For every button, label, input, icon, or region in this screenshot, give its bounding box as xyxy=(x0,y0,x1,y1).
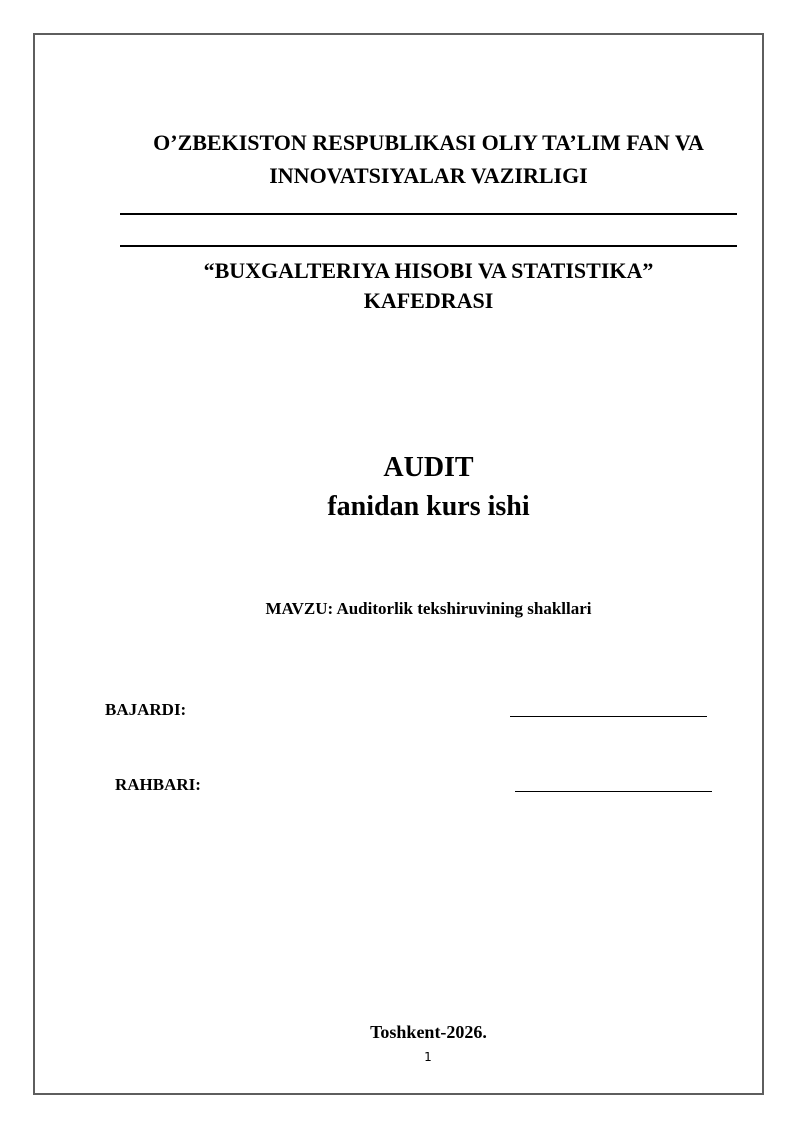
supervisor-label: RAHBARI: xyxy=(115,775,201,794)
header-rule-bottom xyxy=(120,245,737,247)
topic-line: MAVZU: Auditorlik tekshiruvining shakllari xyxy=(265,599,592,618)
supervisor-signature-line xyxy=(515,791,712,792)
subject-title: AUDIT xyxy=(383,452,474,483)
ministry-line-1: O’ZBEKISTON RESPUBLIKASI OLIY TA’LIM FAN VA xyxy=(153,130,704,155)
ministry-line-2: INNOVATSIYALAR VAZIRLIGI xyxy=(269,163,588,188)
performer-signature-line xyxy=(510,716,707,717)
page-number: 1 xyxy=(424,1050,432,1064)
city-year: Toshkent-2026. xyxy=(370,1022,487,1042)
ministry-heading xyxy=(120,126,737,192)
performer-label: BAJARDI: xyxy=(105,700,187,719)
page-border xyxy=(33,33,764,1095)
subject-block xyxy=(120,448,737,526)
subject-subtitle: fanidan kurs ishi xyxy=(327,491,530,522)
header-rule-top xyxy=(120,213,737,215)
department-line-2: KAFEDRASI xyxy=(363,288,494,313)
department-heading xyxy=(120,256,737,316)
department-line-1: “BUXGALTERIYA HISOBI VA STATISTIKA” xyxy=(203,258,654,283)
